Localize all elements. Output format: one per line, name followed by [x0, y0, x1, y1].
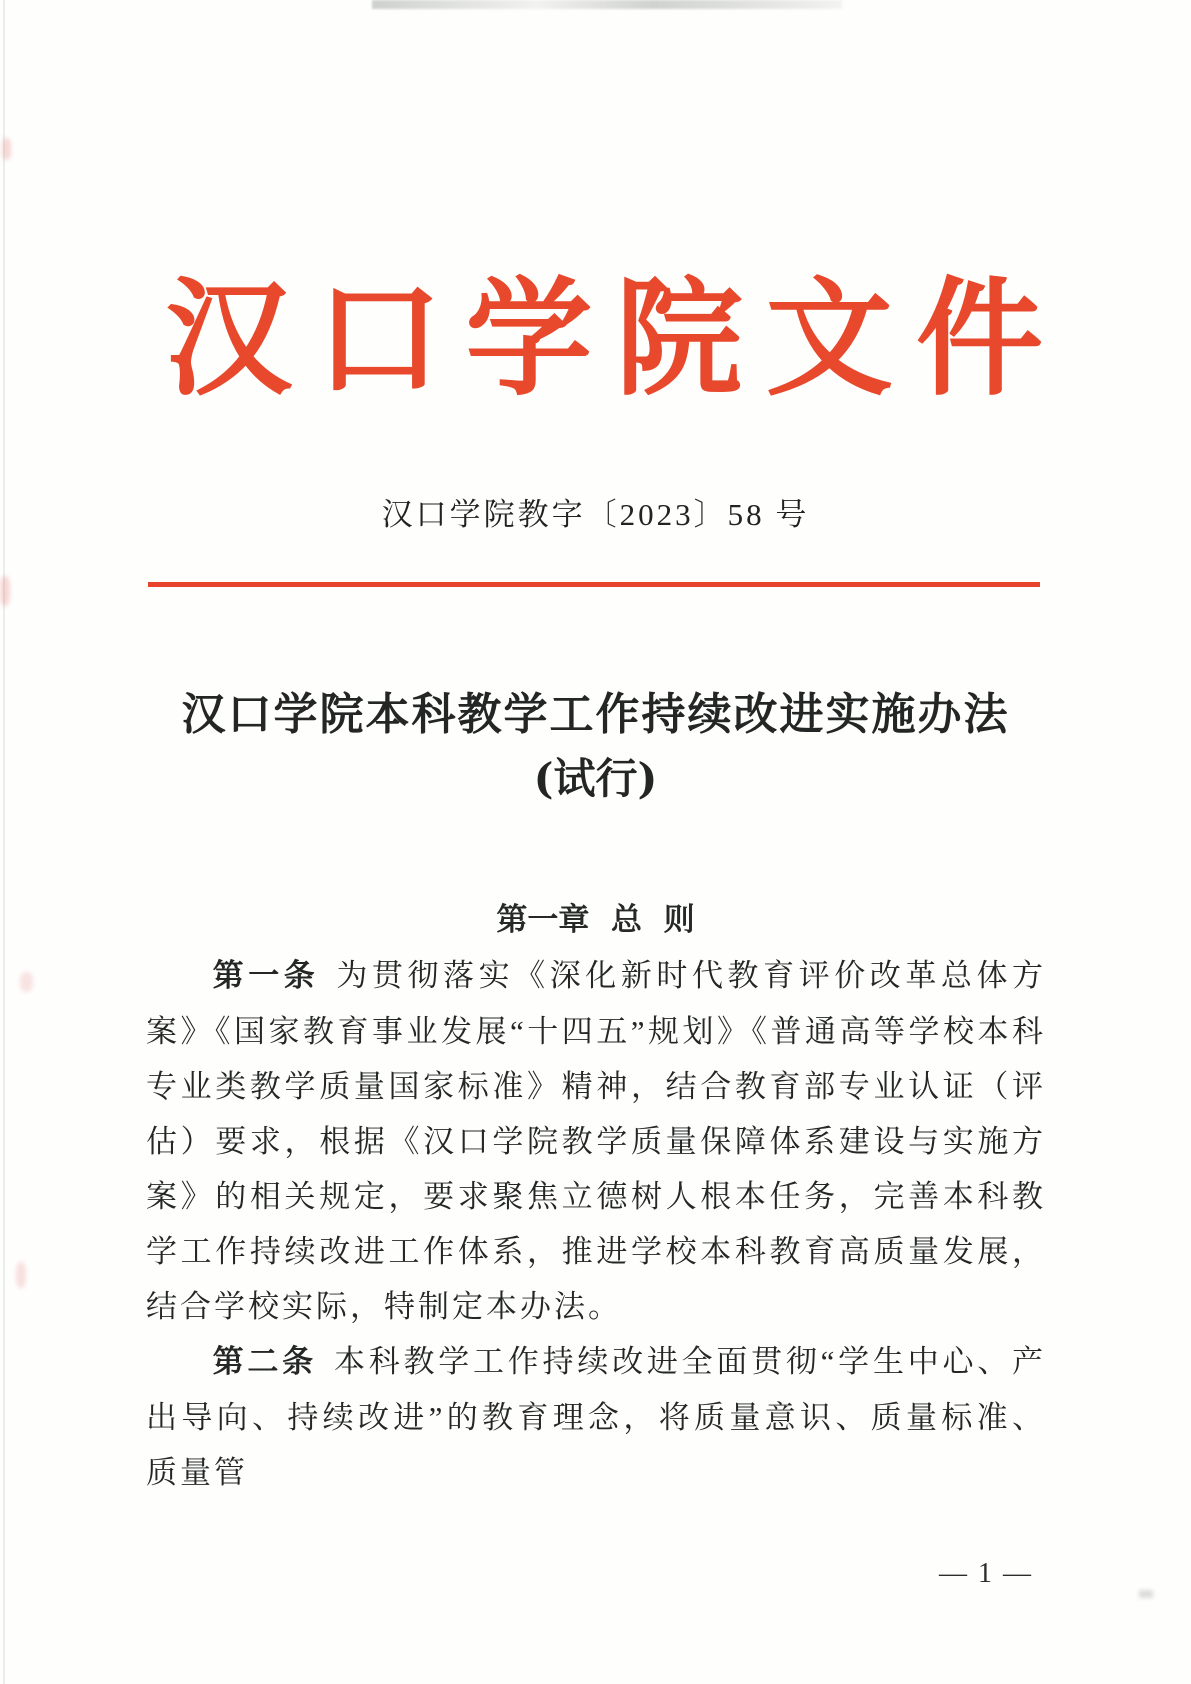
- document-title: 汉口学院本科教学工作持续改进实施办法: [181, 689, 1010, 740]
- scan-ink-mark: [16, 1262, 26, 1288]
- page-number: — 1 —: [939, 1558, 1033, 1589]
- letterhead-banner-title: [165, 264, 1043, 413]
- chapter-heading: 第一章 总 则: [496, 902, 695, 938]
- article-1-term: 第一条: [212, 958, 320, 994]
- paragraph-article-1: [146, 948, 1046, 1334]
- red-separator-line: [148, 582, 1040, 587]
- paragraph-article-2: [146, 1334, 1046, 1500]
- article-2-term: 第二条: [212, 1344, 317, 1380]
- document-subtitle-trial: (试行): [533, 754, 658, 803]
- banner-char: 院: [615, 264, 743, 413]
- scan-edge-artifact: [3, 0, 5, 1684]
- article-2-text: 本科教学工作持续改进全面贯彻“学生中心、产出导向、持续改进”的教育理念，将质量意识、质量标准、质量管: [146, 1344, 1046, 1490]
- banner-char: 件: [915, 264, 1043, 413]
- scan-ink-mark: [2, 138, 11, 160]
- banner-char: 汉: [165, 264, 293, 413]
- document-body: [146, 948, 1046, 1500]
- scan-dot-artifact: [1139, 1590, 1153, 1598]
- article-1-text: 为贯彻落实《深化新时代教育评价改革总体方案》《国家教育事业发展“十四五”规划》《普通高等学校本科专业类教学质量国家标准》精神，结合教育部专业认证（评估）要求，根据《汉口学院教学质量保障体系建设与实施方案》的相关规定，要求聚焦立德树人根本任务，完善本科教学工作持续改进工作体系，推进学校本科教育高质量发展，结合学校实际，特制定本办法。: [146, 958, 1047, 1324]
- banner-char: 学: [465, 264, 593, 413]
- document-reference-number: 汉口学院教字〔2023〕58 号: [381, 497, 810, 532]
- banner-char: 文: [765, 264, 893, 413]
- scan-ink-mark: [0, 576, 10, 606]
- scan-smudge-artifact: [372, 0, 842, 9]
- scan-ink-mark: [20, 972, 33, 992]
- banner-char: 口: [315, 264, 443, 413]
